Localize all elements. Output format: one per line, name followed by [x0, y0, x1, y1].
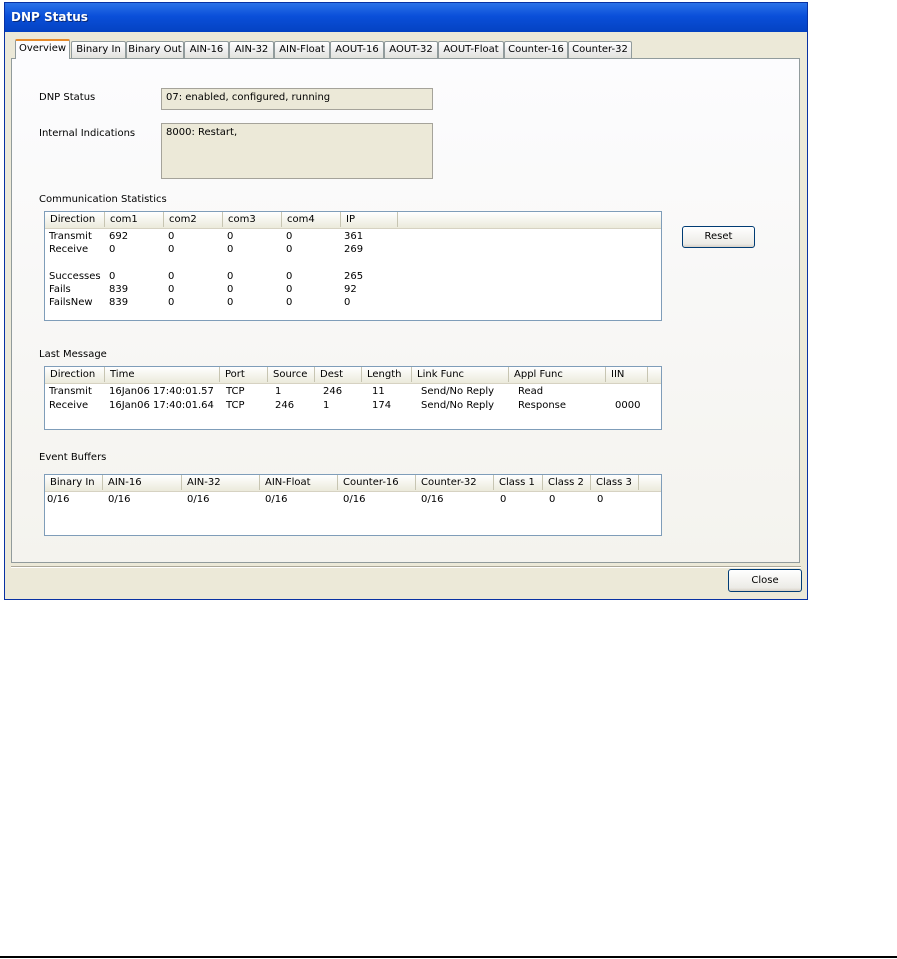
cell-appl-func: Read	[518, 386, 544, 397]
column-header-binary-in[interactable]: Binary In	[45, 475, 103, 490]
cell-ip: 265	[344, 271, 364, 282]
cell-direction: FailsNew	[49, 297, 93, 308]
tab-aout-32[interactable]: AOUT-32	[384, 41, 438, 58]
cell-ip: 92	[344, 284, 357, 295]
cell-com2: 0	[168, 244, 175, 255]
reset-button[interactable]: Reset	[682, 226, 755, 248]
column-header-source[interactable]: Source	[268, 367, 315, 382]
cell-direction: Successes	[49, 271, 101, 282]
cell-com4: 0	[286, 297, 293, 308]
divider	[11, 566, 801, 568]
cell-com1: 692	[109, 231, 129, 242]
cell-source: 1	[275, 386, 282, 397]
internal-indications-field: 8000: Restart,	[161, 123, 433, 179]
cell-com2: 0	[168, 297, 175, 308]
column-header-class-1[interactable]: Class 1	[494, 475, 543, 490]
column-header-link-func[interactable]: Link Func	[412, 367, 509, 382]
cell-dest: 246	[323, 386, 343, 397]
cell-counter-16: 0/16	[343, 494, 366, 505]
column-header-ain-16[interactable]: AIN-16	[103, 475, 182, 490]
column-header-dest[interactable]: Dest	[315, 367, 362, 382]
column-header-com4[interactable]: com4	[282, 212, 341, 227]
column-header-com3[interactable]: com3	[223, 212, 282, 227]
column-header-time[interactable]: Time	[105, 367, 220, 382]
tab-binary-out[interactable]: Binary Out	[126, 41, 184, 58]
cell-iin: 0000	[615, 400, 641, 411]
cell-link-func: Send/No Reply	[421, 400, 495, 411]
cell-binary-in: 0/16	[47, 494, 70, 505]
cell-dest: 1	[323, 400, 330, 411]
window-title: DNP Status	[5, 3, 807, 32]
cell-direction: Fails	[49, 284, 71, 295]
column-header-class-2[interactable]: Class 2	[543, 475, 591, 490]
last-message-header	[45, 367, 661, 384]
cell-com4: 0	[286, 231, 293, 242]
dnp-status-field: 07: enabled, configured, running	[161, 88, 433, 110]
comm-stats-list[interactable]	[44, 211, 662, 321]
cell-counter-32: 0/16	[421, 494, 444, 505]
column-header-com1[interactable]: com1	[105, 212, 164, 227]
cell-ip: 361	[344, 231, 364, 242]
event-buffers-header	[45, 475, 661, 492]
last-message-list[interactable]	[44, 366, 662, 430]
column-header-counter-32[interactable]: Counter-32	[416, 475, 494, 490]
tab-counter-16[interactable]: Counter-16	[504, 41, 568, 58]
cell-length: 11	[372, 386, 385, 397]
tab-aout-16[interactable]: AOUT-16	[330, 41, 384, 58]
cell-class-2: 0	[549, 494, 556, 505]
cell-com1: 839	[109, 284, 129, 295]
column-header-appl-func[interactable]: Appl Func	[509, 367, 606, 382]
cell-ain-32: 0/16	[187, 494, 210, 505]
dnp-status-label: DNP Status	[39, 92, 96, 103]
column-header-port[interactable]: Port	[220, 367, 268, 382]
cell-ain-float: 0/16	[265, 494, 288, 505]
cell-class-3: 0	[597, 494, 604, 505]
column-header-direction[interactable]: Direction	[45, 212, 105, 227]
cell-direction: Transmit	[49, 231, 92, 242]
cell-direction: Receive	[49, 400, 89, 411]
cell-com3: 0	[227, 271, 234, 282]
cell-direction: Transmit	[49, 386, 92, 397]
event-buffers-list[interactable]	[44, 474, 662, 536]
cell-com3: 0	[227, 244, 234, 255]
internal-indications-label: Internal Indications	[39, 128, 136, 139]
cell-com3: 0	[227, 284, 234, 295]
tab-ain-32[interactable]: AIN-32	[229, 41, 274, 58]
cell-com4: 0	[286, 284, 293, 295]
cell-com2: 0	[168, 284, 175, 295]
cell-com4: 0	[286, 244, 293, 255]
cell-port: TCP	[226, 400, 245, 411]
cell-length: 174	[372, 400, 392, 411]
comm-stats-header	[45, 212, 661, 229]
column-header-direction[interactable]: Direction	[45, 367, 105, 382]
cell-ain-16: 0/16	[108, 494, 131, 505]
cell-com3: 0	[227, 231, 234, 242]
dnp-status-window	[4, 2, 808, 600]
overview-panel	[11, 58, 800, 563]
cell-appl-func: Response	[518, 400, 567, 411]
cell-com1: 839	[109, 297, 129, 308]
column-header-ip[interactable]: IP	[341, 212, 398, 227]
cell-com2: 0	[168, 271, 175, 282]
comm-stats-label: Communication Statistics	[39, 194, 167, 205]
tab-overview[interactable]: Overview	[15, 39, 70, 59]
cell-direction: Receive	[49, 244, 89, 255]
event-buffers-label: Event Buffers	[39, 452, 107, 463]
cell-com1: 0	[109, 271, 116, 282]
cell-time: 16Jan06 17:40:01.57	[109, 386, 214, 397]
tab-binary-in[interactable]: Binary In	[71, 41, 126, 58]
column-header-ain-float[interactable]: AIN-Float	[260, 475, 338, 490]
tab-ain-16[interactable]: AIN-16	[184, 41, 229, 58]
divider	[0, 956, 897, 958]
cell-time: 16Jan06 17:40:01.64	[109, 400, 214, 411]
cell-class-1: 0	[500, 494, 507, 505]
cell-port: TCP	[226, 386, 245, 397]
close-button[interactable]: Close	[728, 569, 802, 592]
column-header-length[interactable]: Length	[362, 367, 412, 382]
cell-com3: 0	[227, 297, 234, 308]
last-message-label: Last Message	[39, 349, 107, 360]
tab-aout-float[interactable]: AOUT-Float	[438, 41, 504, 58]
tab-ain-float[interactable]: AIN-Float	[274, 41, 330, 58]
cell-com1: 0	[109, 244, 116, 255]
cell-com2: 0	[168, 231, 175, 242]
column-header-ain-32[interactable]: AIN-32	[182, 475, 260, 490]
cell-source: 246	[275, 400, 295, 411]
tab-counter-32[interactable]: Counter-32	[568, 41, 632, 58]
cell-ip: 0	[344, 297, 351, 308]
column-header-class-3[interactable]: Class 3	[591, 475, 639, 490]
cell-com4: 0	[286, 271, 293, 282]
cell-link-func: Send/No Reply	[421, 386, 495, 397]
column-header-iin[interactable]: IIN	[606, 367, 648, 382]
cell-ip: 269	[344, 244, 364, 255]
column-header-com2[interactable]: com2	[164, 212, 223, 227]
column-header-counter-16[interactable]: Counter-16	[338, 475, 416, 490]
